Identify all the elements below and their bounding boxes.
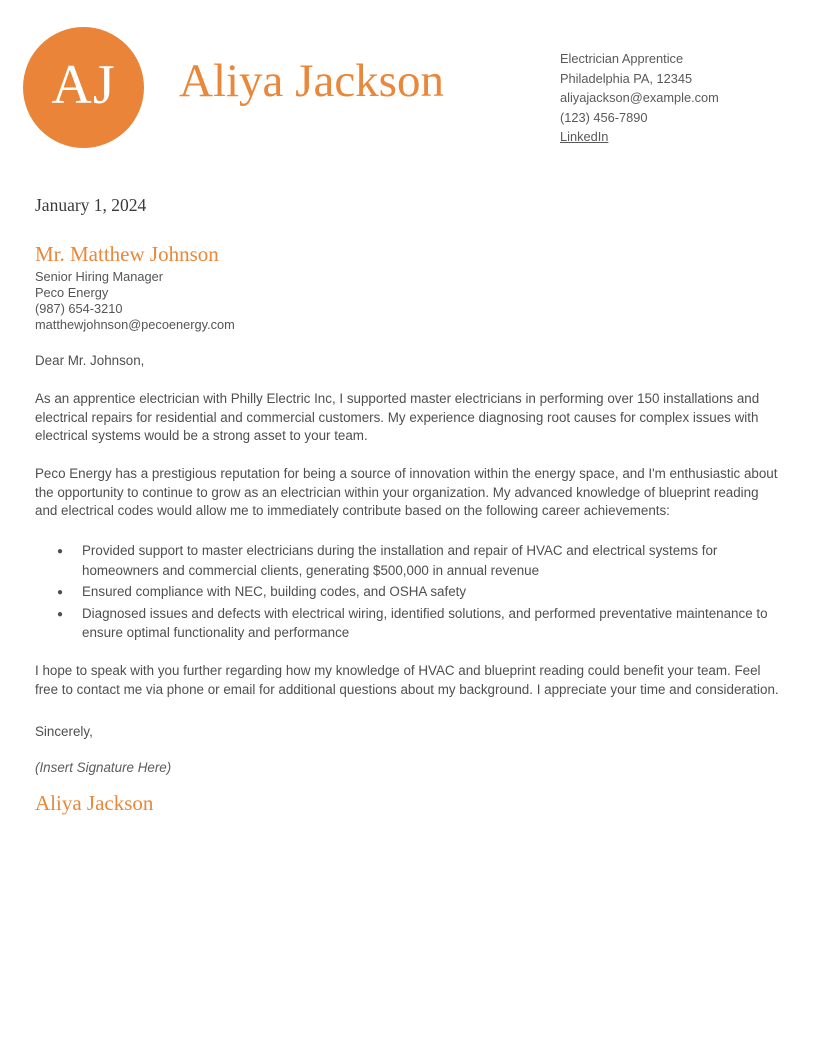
paragraph-closing: I hope to speak with you further regarding how my knowledge of HVAC and blueprint reading could benefit your team. Feel free to contact me via phone or email for additional questions about my background. I appreciate your time and consideration. [35,663,779,697]
contact-phone: (123) 456-7890 [560,109,648,125]
letter-date: January 1, 2024 [35,195,147,215]
achievement-item: ● Ensured compliance with NEC, building codes, and OSHA safety [35,582,781,602]
linkedin-link[interactable]: LinkedIn [560,129,609,145]
signoff: Sincerely, [35,724,93,740]
paragraph-intro: As an apprentice electrician with Philly Electric Inc, I supported master electricians in performing over 150 installations and electrical repairs for residential and commercial customers. My experience diagnosing root causes for complex issues with electrical systems would be a strong asset to your team. [35,390,760,444]
recipient-company: Peco Energy [35,285,109,301]
salutation: Dear Mr. Johnson, [35,353,145,369]
applicant-name: Aliya Jackson [179,55,444,107]
recipient-email: matthewjohnson@pecoenergy.com [35,317,235,333]
contact-info [560,49,719,147]
paragraph-motivation: Peco Energy has a prestigious reputation for being a source of innovation within the energy space, and I'm enthusiastic about the opportunity to continue to grow as an electrician within your organization. My advanced knowledge of blueprint reading and electrical codes would allow me to immediately contribute based on the following career achievements: [35,465,778,519]
contact-email: aliyajackson@example.com [560,90,719,106]
contact-job-title: Electrician Apprentice [560,51,684,66]
recipient-name: Mr. Matthew Johnson [35,242,219,266]
achievements-list [35,541,781,643]
monogram-badge [23,27,144,148]
signature-placeholder: (Insert Signature Here) [35,760,172,776]
achievement-item: ● Diagnosed issues and defects with electrical wiring, identified solutions, and performed preventative maintenance to ensure optimal functionality and performance [35,604,781,643]
signature-name: Aliya Jackson [35,790,154,815]
contact-location: Philadelphia PA, 12345 [560,70,693,86]
monogram-initials: AJ [51,53,116,116]
letterhead [0,0,816,150]
achievement-item: ● Provided support to master electricians during the installation and repair of HVAC and electrical systems for homeowners and commercial clients, generating $500,000 in annual revenue [35,541,781,580]
recipient-title: Senior Hiring Manager [35,269,164,285]
recipient-details [35,269,781,333]
letter-body [0,195,816,816]
recipient-phone: (987) 654-3210 [35,301,123,317]
